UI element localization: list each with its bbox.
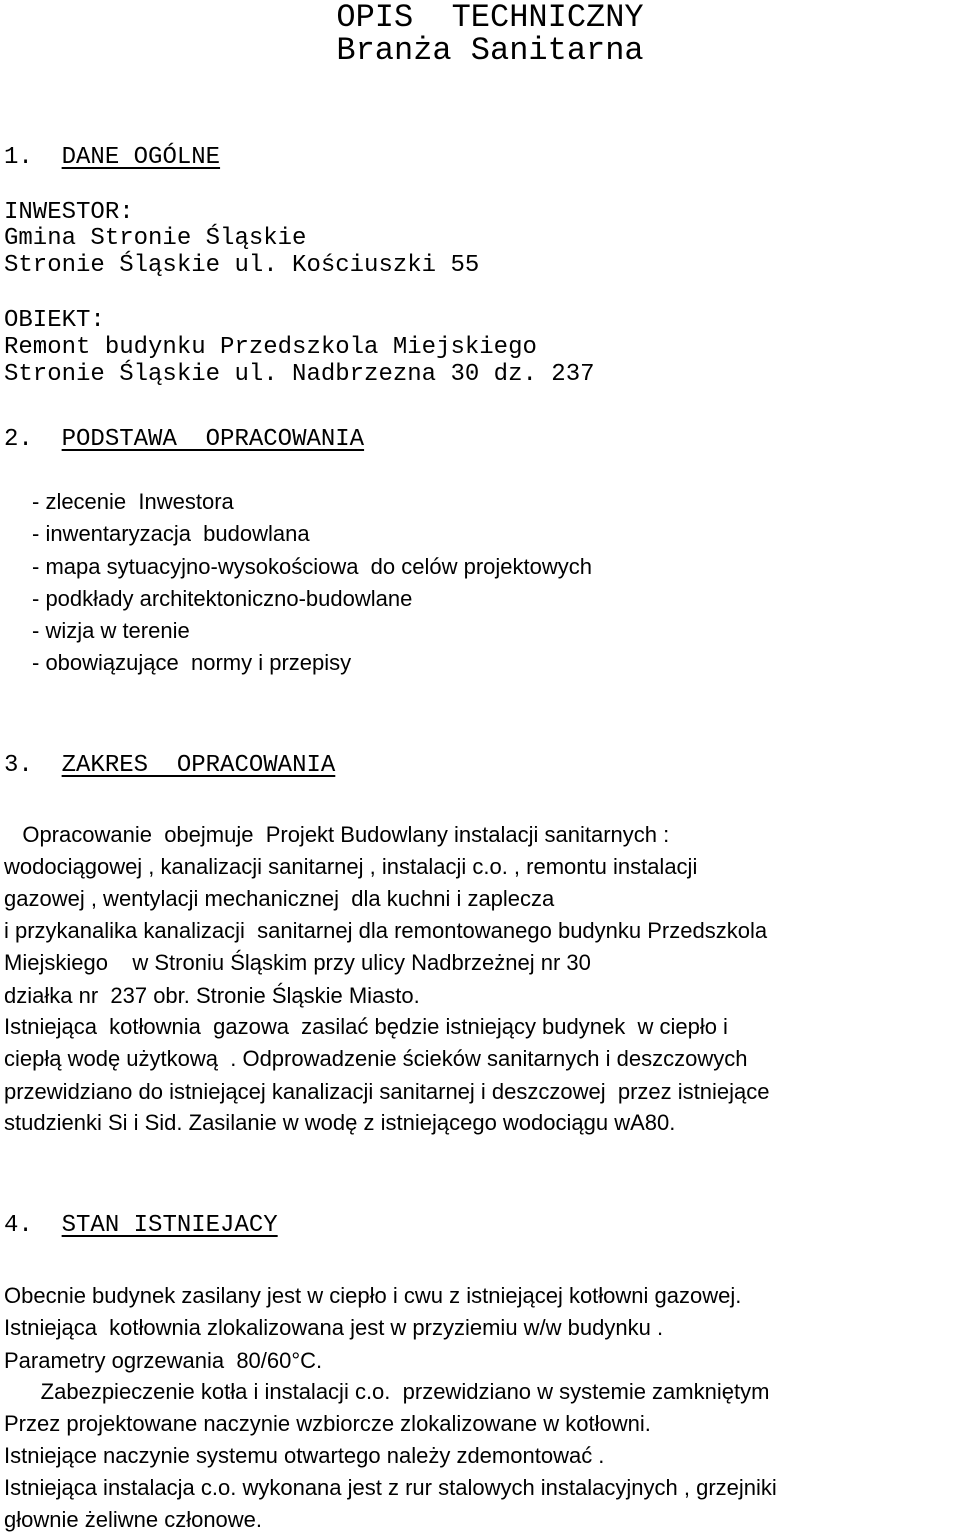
investor-label: INWESTOR: (4, 199, 134, 226)
section-2-heading (4, 426, 364, 454)
scope-line: i przykanalika kanalizacji sanitarnej dla remontowanego budynku Przedszkola (4, 918, 768, 943)
basis-item: - zlecenie Inwestora (32, 489, 234, 514)
investor-name: Gmina Stronie Śląskie (4, 225, 307, 252)
basis-item: - obowiązujące normy i przepisy (32, 650, 352, 675)
section-1-heading (4, 144, 220, 172)
state-line: Istniejąca instalacja c.o. wykonana jest z rur stalowych instalacyjnych , grzejniki (4, 1475, 777, 1500)
basis-item: - inwentaryzacja budowlana (32, 521, 310, 546)
basis-item: - mapa sytuacyjno-wysokościowa do celów projektowych (32, 554, 593, 579)
state-line: Zabezpieczenie kotła i instalacji c.o. przewidziano w systemie zamkniętym (4, 1379, 770, 1404)
scope-line: studzienki Si i Sid. Zasilanie w wodę z istniejącego wodociągu wA80. (4, 1110, 676, 1135)
section-3-title: ZAKRES OPRACOWANIA (61, 752, 336, 779)
document-subtitle: Branża Sanitarna (336, 32, 644, 69)
state-line: Istniejące naczynie systemu otwartego należy zdemontować . (4, 1443, 605, 1468)
section-4-heading (4, 1212, 278, 1240)
scope-line: przewidziano do istniejącej kanalizacji sanitarnej i deszczowej przez istniejące (4, 1079, 770, 1104)
investor-address: Stronie Śląskie ul. Kościuszki 55 (4, 252, 480, 279)
section-2-number: 2. (4, 426, 33, 453)
document-title: OPIS TECHNICZNY (336, 0, 644, 36)
state-line: Istniejąca kotłownia zlokalizowana jest w przyziemiu w/w budynku . (4, 1315, 664, 1340)
state-line: Obecnie budynek zasilany jest w ciepło i cwu z istniejącej kotłowni gazowej. (4, 1283, 742, 1308)
scope-line: gazowej , wentylacji mechanicznej dla kuchni i zaplecza (4, 886, 555, 911)
section-1-title: DANE OGÓLNE (61, 144, 221, 171)
section-2-title: PODSTAWA OPRACOWANIA (61, 426, 365, 453)
section-3-heading (4, 752, 335, 780)
section-4-title: STAN ISTNIEJACY (61, 1212, 278, 1239)
scope-line: ciepłą wodę użytkową . Odprowadzenie ścieków sanitarnych i deszczowych (4, 1046, 748, 1071)
object-name: Remont budynku Przedszkola Miejskiego (4, 334, 537, 361)
scope-line: Miejskiego w Stroniu Śląskim przy ulicy Nadbrzeżnej nr 30 (4, 950, 591, 975)
scope-line: Istniejąca kotłownia gazowa zasilać będzie istniejący budynek w ciepło i (4, 1014, 728, 1039)
scope-line: wodociągowej , kanalizacji sanitarnej , instalacji c.o. , remontu instalacji (4, 854, 698, 879)
state-line: głownie żeliwne członowe. (4, 1507, 263, 1532)
object-address: Stronie Śląskie ul. Nadbrzezna 30 dz. 237 (4, 361, 595, 388)
state-line: Parametry ogrzewania 80/60°C. (4, 1348, 323, 1373)
section-1-number: 1. (4, 144, 33, 171)
object-label: OBIEKT: (4, 307, 105, 334)
scope-line: działka nr 237 obr. Stronie Śląskie Miasto. (4, 983, 420, 1008)
scope-line: Opracowanie obejmuje Projekt Budowlany instalacji sanitarnych : (4, 822, 670, 847)
section-4-number: 4. (4, 1212, 33, 1239)
basis-item: - podkłady architektoniczno-budowlane (32, 586, 413, 611)
section-3-number: 3. (4, 752, 33, 779)
state-line: Przez projektowane naczynie wzbiorcze zlokalizowane w kotłowni. (4, 1411, 651, 1436)
basis-item: - wizja w terenie (32, 618, 190, 643)
